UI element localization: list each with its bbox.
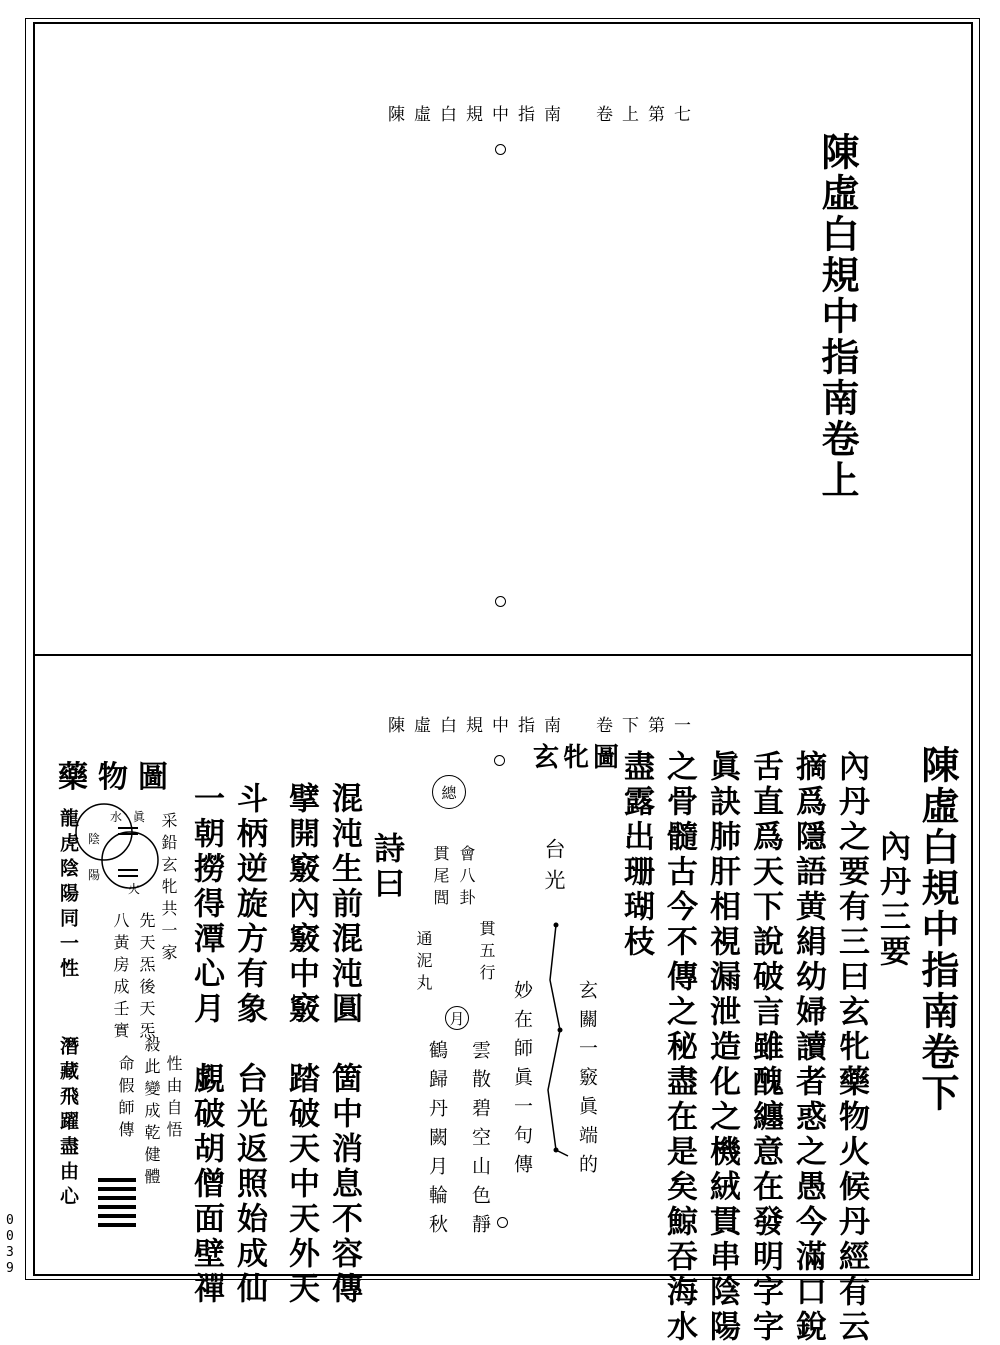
circle-label-true: 眞 — [133, 810, 146, 824]
diagram-top-label: 台光 — [542, 838, 566, 900]
diagram-badge-top: 總 — [432, 775, 466, 809]
body-column-6: 盡露出珊瑚枝 — [618, 750, 654, 960]
medicine-col-4: 性由自悟 — [164, 1055, 183, 1143]
diagram-badge-month: 月 — [445, 1006, 469, 1030]
top-running-head: 陳虛白規中指南 卷上第七 — [388, 105, 700, 125]
poem-column-1: 混沌生前混沌圓 箇中消息不容傳 — [326, 782, 362, 1307]
poem-column-3: 斗柄逆旋方有象 台光返照始成仙 — [231, 782, 267, 1307]
page-number: 0039 — [6, 1213, 14, 1276]
binding-hole-bottom — [495, 596, 506, 607]
circle-label-water: 水 — [110, 810, 123, 824]
page-divider — [33, 654, 973, 656]
diagram-verse-1: 玄關一竅眞端的 — [576, 980, 598, 1183]
diagram-verse-2: 妙在師眞一句傳 — [511, 980, 533, 1183]
medicine-col-1: 采鉛玄牝共一家 — [159, 812, 178, 966]
diagram-circle-top — [494, 755, 505, 766]
binding-hole-top — [495, 144, 506, 155]
poem-column-2: 擘開竅內竅中竅 踏破天中天外天 — [283, 782, 319, 1307]
diagram-title: 玄牝圖 — [533, 743, 624, 773]
hexagram-qian-icon — [98, 1178, 136, 1232]
poem-column-4: 一朝撈得潭心月 覷破胡僧面壁禪 — [188, 782, 224, 1307]
circle-label-yang: 陽 — [88, 868, 101, 882]
diagram-note-1: 會八卦 — [457, 845, 476, 911]
medicine-col-7: 龍虎陰陽同一性 — [57, 808, 79, 983]
diagram-verse-3: 雲散碧空山色靜 — [469, 1040, 491, 1243]
medicine-col-8: 潛藏飛躍盡由心 — [57, 1036, 79, 1211]
medicine-col-2: 先天炁後天炁 — [137, 912, 156, 1044]
medicine-title: 藥物圖 — [58, 760, 178, 795]
medicine-col-3: 八黃房成壬實 — [111, 912, 130, 1044]
body-column-4: 眞訣肺肝相視漏泄造化之機絨貫串陰陽 — [704, 750, 740, 1345]
diagram-circle-bottom — [497, 1217, 508, 1228]
body-column-1: 內丹之要有三曰玄牝藥物火候丹經有云 — [833, 750, 869, 1345]
circle-label-fire: 火 — [128, 882, 141, 896]
bottom-title: 陳虛白規中指南卷下 — [915, 745, 960, 1114]
body-column-2: 摘爲隱語黄絹幼婦讀者惑之愚今滿口銳 — [790, 750, 826, 1345]
diagram-verse-4: 鶴歸丹闕月輪秋 — [426, 1040, 448, 1243]
body-column-5: 之骨髓古今不傳之秘盡在是矣鯨吞海水 — [661, 750, 697, 1345]
bottom-running-head: 陳虛白規中指南 卷下第一 — [388, 716, 700, 736]
body-column-3: 舌直爲天下說破言雖醜纏意在發明字字 — [747, 750, 783, 1345]
diagram-note-4: 貫尾閭 — [431, 845, 450, 911]
medicine-col-5: 殺此變成乾健體 — [142, 1036, 161, 1190]
circle-label-yin: 陰 — [88, 832, 101, 846]
top-title: 陳虛白規中指南卷上 — [815, 132, 860, 501]
section-title: 內丹三要 — [874, 830, 910, 970]
poem-label: 詩曰 — [368, 832, 404, 902]
diagram-note-3: 通泥丸 — [414, 930, 433, 996]
medicine-col-6: 命假師傳 — [116, 1055, 135, 1143]
diagram-note-2: 貫五行 — [477, 920, 496, 986]
